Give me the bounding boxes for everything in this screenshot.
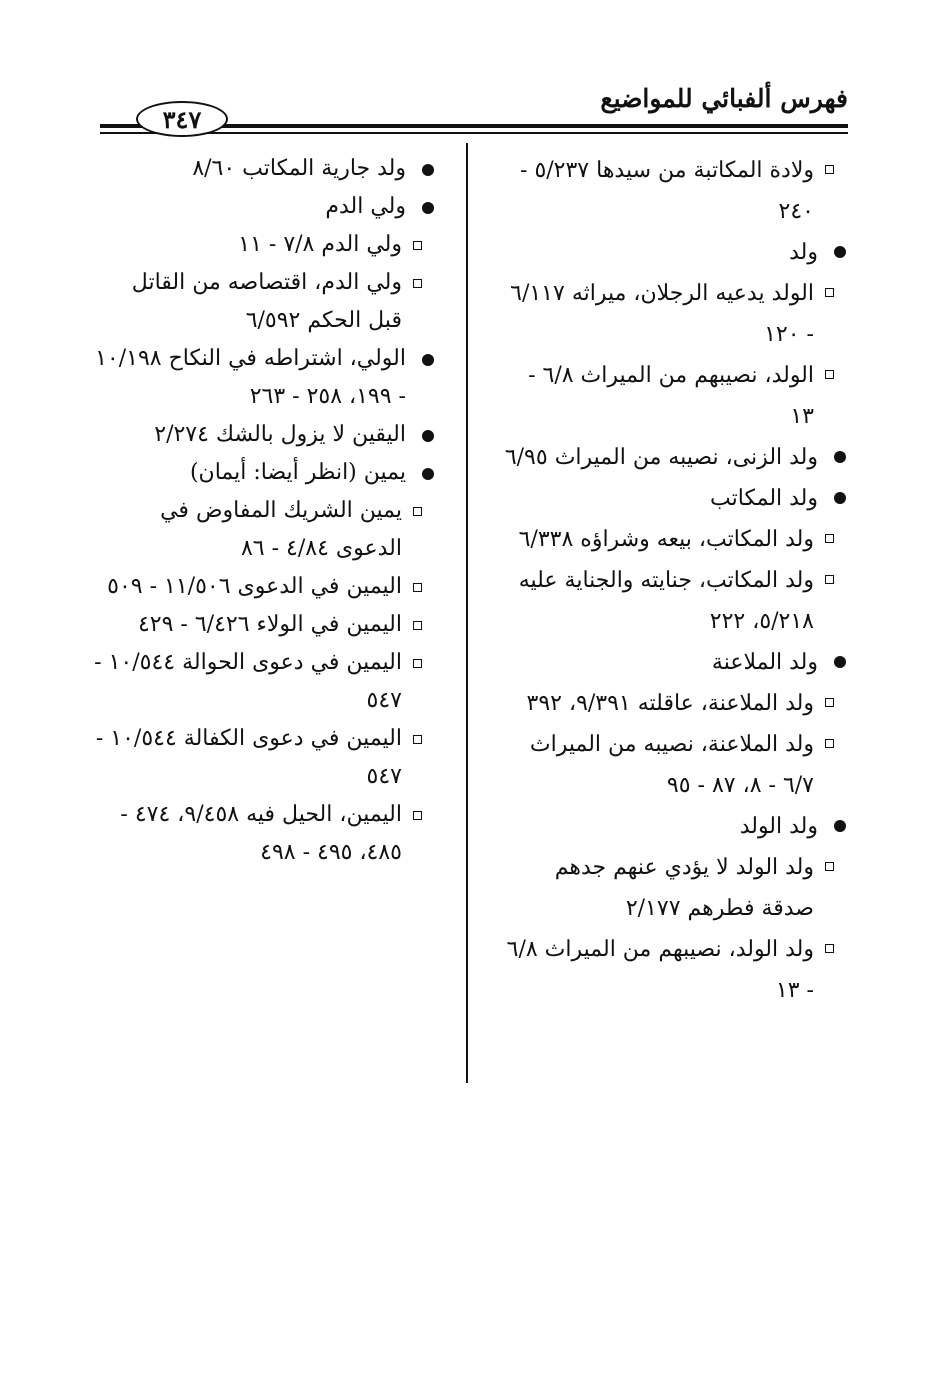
entry-text: الولد، نصيبهم من الميراث ٦/٨ - ١٣: [528, 363, 814, 429]
entry-text: ولد جارية المكاتب ٨/٦٠: [192, 156, 406, 181]
entry-text: ولد المكاتب: [710, 486, 818, 511]
entry-text: يمين الشريك المفاوض في الدعوى ٤/٨٤ - ٨٦: [160, 498, 402, 561]
index-subentry: [502, 355, 848, 437]
square-bullet-icon: [825, 862, 834, 871]
entry-text: الولد يدعيه الرجلان، ميراثه ٦/١١٧ - ١٢٠: [510, 281, 814, 347]
entry-text: ولي الدم ٧/٨ - ١١: [238, 232, 402, 257]
bullet-icon: [834, 246, 846, 258]
square-bullet-icon: [413, 811, 422, 820]
entry-text: اليمين، الحيل فيه ٩/٤٥٨، ٤٧٤ - ٤٨٥، ٤٩٥ - ٤٩٨: [120, 802, 402, 865]
index-subentry: [502, 683, 848, 724]
page-title: فهرس ألفبائي للمواضيع: [600, 84, 848, 113]
index-subentry: [92, 492, 436, 568]
entry-text: ولد الولد: [739, 814, 818, 839]
square-bullet-icon: [413, 279, 422, 288]
index-column-left: [92, 150, 436, 872]
index-subentry: [502, 724, 848, 806]
index-subentry: [502, 150, 848, 232]
square-bullet-icon: [413, 507, 422, 516]
square-bullet-icon: [413, 241, 422, 250]
entry-text: اليمين في الدعوى ١١/٥٠٦ - ٥٠٩: [107, 574, 402, 599]
index-entry: [92, 340, 436, 416]
square-bullet-icon: [413, 659, 422, 668]
bullet-icon: [834, 656, 846, 668]
index-entry: [502, 232, 848, 273]
index-subentry: [502, 560, 848, 642]
index-subentry: [92, 720, 436, 796]
entry-text: يمين (انظر أيضا: أيمان): [189, 460, 406, 485]
square-bullet-icon: [413, 735, 422, 744]
entry-text: ولد: [789, 240, 818, 265]
index-entry: [92, 416, 436, 454]
index-subentry: [92, 264, 436, 340]
index-subentry: [92, 226, 436, 264]
bullet-icon: [834, 820, 846, 832]
square-bullet-icon: [413, 621, 422, 630]
entry-text: ولد الولد، نصيبهم من الميراث ٦/٨ - ١٣: [506, 937, 814, 1003]
bullet-icon: [834, 451, 846, 463]
square-bullet-icon: [825, 944, 834, 953]
index-subentry: [502, 929, 848, 1011]
index-subentry: [92, 644, 436, 720]
entry-text: ولي الدم، اقتصاصه من القاتل قبل الحكم ٦/٥٩٢: [131, 270, 402, 333]
index-entry: [502, 478, 848, 519]
index-entry: [502, 642, 848, 683]
square-bullet-icon: [825, 698, 834, 707]
index-subentry: [92, 796, 436, 872]
index-entry: [502, 437, 848, 478]
square-bullet-icon: [825, 288, 834, 297]
column-divider: [466, 143, 468, 1083]
bullet-icon: [422, 202, 434, 214]
bullet-icon: [422, 430, 434, 442]
entry-text: ولد الولد لا يؤدي عنهم جدهم صدقة فطرهم ٢/١٧٧: [554, 855, 814, 921]
bullet-icon: [422, 164, 434, 176]
entry-text: ولادة المكاتبة من سيدها ٥/٢٣٧ - ٢٤٠: [520, 158, 814, 224]
square-bullet-icon: [825, 165, 834, 174]
entry-text: ولد الملاعنة: [711, 650, 818, 675]
square-bullet-icon: [413, 583, 422, 592]
entry-text: اليقين لا يزول بالشك ٢/٢٧٤: [154, 422, 406, 447]
square-bullet-icon: [825, 534, 834, 543]
index-subentry: [92, 606, 436, 644]
bullet-icon: [422, 354, 434, 366]
index-entry: [502, 806, 848, 847]
square-bullet-icon: [825, 575, 834, 584]
entry-text: اليمين في الولاء ٦/٤٢٦ - ٤٢٩: [137, 612, 402, 637]
index-subentry: [92, 568, 436, 606]
bullet-icon: [834, 492, 846, 504]
entry-text: ولي الدم: [325, 194, 406, 219]
entry-text: اليمين في دعوى الكفالة ١٠/٥٤٤ - ٥٤٧: [95, 726, 402, 789]
square-bullet-icon: [825, 370, 834, 379]
index-subentry: [502, 847, 848, 929]
bullet-icon: [422, 468, 434, 480]
square-bullet-icon: [825, 739, 834, 748]
index-entry: [92, 188, 436, 226]
entry-text: ولد المكاتب، بيعه وشراؤه ٦/٣٣٨: [518, 527, 814, 552]
page-number: ٣٤٧: [136, 101, 228, 137]
entry-text: ولد الملاعنة، عاقلته ٩/٣٩١، ٣٩٢: [526, 691, 814, 716]
index-entry: [92, 454, 436, 492]
index-subentry: [502, 273, 848, 355]
index-entry: [92, 150, 436, 188]
entry-text: اليمين في دعوى الحوالة ١٠/٥٤٤ - ٥٤٧: [94, 650, 402, 713]
entry-text: ولد الزنى، نصيبه من الميراث ٦/٩٥: [504, 445, 818, 470]
entry-text: الولي، اشتراطه في النكاح ١٠/١٩٨ - ١٩٩، ٢٥٨ - ٢٦٣: [95, 346, 406, 409]
entry-text: ولد المكاتب، جنايته والجناية عليه ٥/٢١٨، ٢٢٢: [518, 568, 814, 634]
index-column-right: [502, 150, 848, 1011]
entry-text: ولد الملاعنة، نصيبه من الميراث ٦/٧ - ٨، ٨٧ - ٩٥: [529, 732, 814, 798]
index-subentry: [502, 519, 848, 560]
